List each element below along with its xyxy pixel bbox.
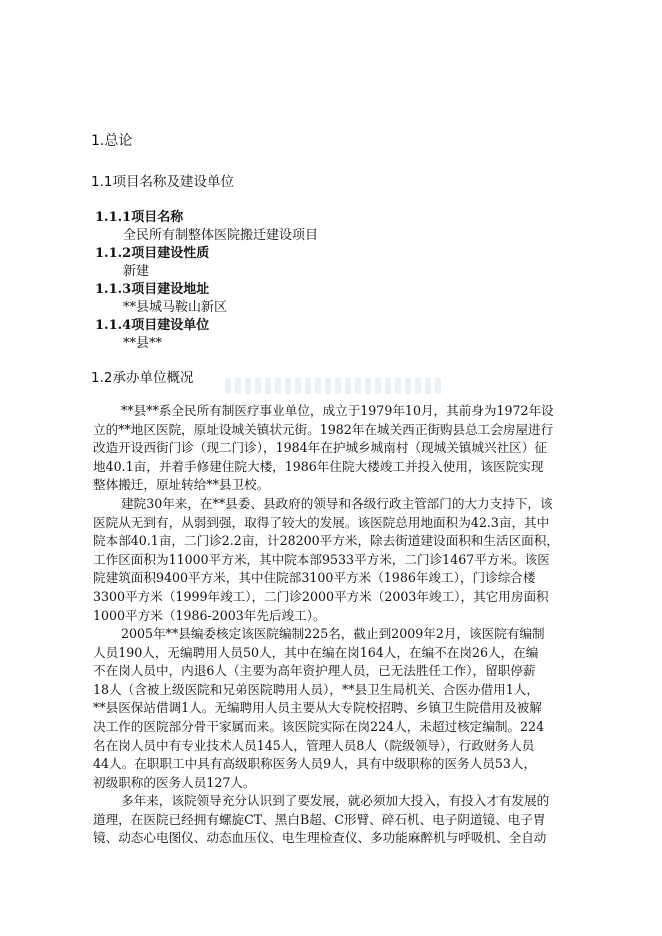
item-4-title: 1.1.4项目建设单位 <box>95 318 210 333</box>
text-line: 2005年**县编委核定该医院编制225名，截止到2009年2月，该医院有编制 <box>121 626 545 641</box>
item-1-value: 全民所有制整体医院搬迁建设项目 <box>123 228 319 243</box>
text-line: **县医保站借调1人。无编聘用人员主要从大专院校招聘、乡镇卫生院借用及被解 <box>93 700 542 716</box>
text-line: 镜、动态心电图仪、动态血压仪、电生理检查仪、多功能麻醉机与呼吸机、全自动 <box>93 830 547 846</box>
item-1-title: 1.1.1项目名称 <box>95 210 184 225</box>
item-4-value: **县** <box>123 336 163 351</box>
text-line: 立的**地区医院，原址设城关镇状元街。1982年在城关西正街购县总工会房屋进行 <box>93 421 554 437</box>
paragraph-2 <box>93 495 578 625</box>
item-3-title: 1.1.3项目建设地址 <box>95 282 210 297</box>
text-line: 院本部40.1亩，二门诊2.2亩，计28200平方米，除去街道建设面积和生活区面积， <box>93 533 559 549</box>
heading-1-1: 1.1项目名称及建设单位 <box>91 174 234 190</box>
text-line: 建院30年来，在**县委、县政府的领导和各级行政主管部门的大力支持下，该 <box>121 496 553 511</box>
text-line: 整体搬迁，原址转给**县卫校。 <box>93 477 270 493</box>
text-line: 名在岗人员中有专业技术人员145人，管理人员8人（院级领导），行政财务人员 <box>93 737 535 753</box>
text-line: 道理，在医院已经拥有螺旋CT、黑白B超、C形臂、碎石机、电子阴道镜、电子胃 <box>93 811 546 827</box>
item-2-title: 1.1.2项目建设性质 <box>95 246 210 261</box>
text-line: 44人。在职职工中具有高级职称医务人员9人，具有中级职称的医务人员53人， <box>93 756 537 772</box>
text-line: 初级职称的医务人员127人。 <box>93 774 256 790</box>
text-line: 决工作的医院部分骨干家属而来。该医院实际在岗224人，未超过核定编制。224 <box>93 718 545 734</box>
heading-1-2: 1.2承办单位概况 <box>91 370 194 386</box>
heading-1: 1.总论 <box>91 133 133 149</box>
text-line: 18人（含被上级医院和兄弟医院聘用人员），**县卫生局机关、合医办借用1人， <box>93 681 539 697</box>
text-line: **县**系全民所有制医疗事业单位，成立于1979年10月，其前身为1972年设 <box>121 403 554 418</box>
paragraph-1 <box>93 402 578 495</box>
paragraph-4 <box>93 792 578 848</box>
item-3-value: **县城马鞍山新区 <box>123 300 228 315</box>
text-line: 改造开设西街门诊（现二门诊），1984年在护城乡城南村（现城关镇城兴社区）征 <box>93 440 547 456</box>
text-line: 地40.1亩，并着手修建住院大楼，1986年住院大楼竣工并投入使用，该医院实现 <box>93 458 544 474</box>
text-line: 1000平方米（1986-2003年先后竣工）。 <box>93 607 326 623</box>
text-line: 工作区面积为11000平方米，其中院本部9533平方米，二门诊1467平方米。该医 <box>93 551 550 567</box>
watermark <box>225 378 445 394</box>
text-line: 不在岗人员中，内退6人（主要为高年资护理人员，已无法胜任工作），留职停薪 <box>93 663 536 679</box>
text-line: 院建筑面积9400平方米，其中住院部3100平方米（1986年竣工），门诊综合楼 <box>93 570 536 586</box>
item-2-value: 新建 <box>123 264 150 279</box>
text-line: 3300平方米（1999年竣工），二门诊2000平方米（2003年竣工），其它用房面积 <box>93 588 549 604</box>
paragraph-3 <box>93 625 578 792</box>
text-line: 医院从无到有，从弱到强，取得了较大的发展。该医院总用地面积为42.3亩，其中 <box>93 514 550 530</box>
text-line: 多年来，该院领导充分认识到了要发展，就必须加大投入，有投入才有发展的 <box>121 793 550 808</box>
text-line: 人员190人，无编聘用人员50人，其中在编在岗164人，在编不在岗26人，在编 <box>93 644 539 660</box>
